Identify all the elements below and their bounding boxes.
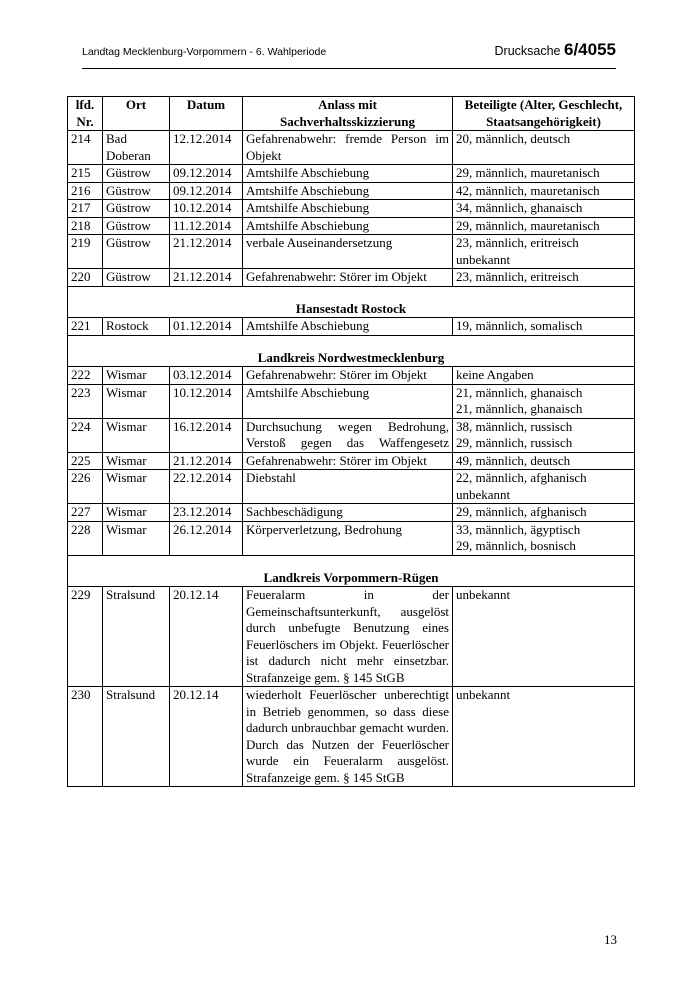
incident-table (67, 96, 635, 787)
cell-nr: 214 (68, 131, 103, 165)
cell-ort: Güstrow (103, 235, 170, 269)
beteiligte-line: 29, männlich, bosnisch (456, 538, 576, 553)
document-number-value: 6/4055 (564, 40, 616, 59)
table-row (68, 504, 635, 522)
cell-nr: 219 (68, 235, 103, 269)
table-row (68, 235, 635, 269)
cell-datum: 21.12.2014 (170, 452, 243, 470)
cell-anlass: verbale Auseinandersetzung (243, 235, 453, 269)
cell-anlass: Diebstahl (243, 470, 453, 504)
beteiligte-line: 21, männlich, ghanaisch (456, 401, 583, 416)
cell-anlass: Sachbeschädigung (243, 504, 453, 522)
table-header-row (68, 97, 635, 131)
cell-datum: 09.12.2014 (170, 165, 243, 183)
cell-anlass: Gefahrenabwehr: Störer im Objekt (243, 367, 453, 385)
cell-ort: Stralsund (103, 687, 170, 787)
section-title: Hansestadt Rostock (68, 286, 635, 318)
section-title: Landkreis Nordwestmecklenburg (68, 335, 635, 367)
page-number: 13 (604, 932, 617, 947)
beteiligte-line: 22, männlich, afghanisch (456, 470, 587, 485)
beteiligte-line: 23, männlich, eritreisch (456, 235, 579, 250)
cell-anlass: Durchsuchung wegen Bedrohung, Verstoß gegen das Waffengesetz (243, 418, 453, 452)
cell-anlass: Körperverletzung, Bedrohung (243, 521, 453, 555)
cell-beteiligte: 20, männlich, deutsch (453, 131, 635, 165)
cell-beteiligte (453, 418, 635, 452)
cell-ort: Güstrow (103, 165, 170, 183)
cell-beteiligte: keine Angaben (453, 367, 635, 385)
cell-beteiligte: unbekannt (453, 587, 635, 687)
table-row (68, 521, 635, 555)
cell-nr: 218 (68, 217, 103, 235)
cell-ort: Güstrow (103, 182, 170, 200)
cell-nr: 230 (68, 687, 103, 787)
cell-ort: Wismar (103, 521, 170, 555)
cell-nr: 221 (68, 318, 103, 336)
cell-ort: Güstrow (103, 269, 170, 287)
cell-ort: Wismar (103, 418, 170, 452)
cell-anlass: Amtshilfe Abschiebung (243, 200, 453, 218)
table-row (68, 470, 635, 504)
header-ort: Ort (103, 97, 170, 131)
cell-anlass: Gefahrenabwehr: Störer im Objekt (243, 269, 453, 287)
cell-nr: 225 (68, 452, 103, 470)
table-row (68, 269, 635, 287)
table-body (68, 131, 635, 787)
cell-ort: Bad Doberan (103, 131, 170, 165)
table-row (68, 687, 635, 787)
cell-ort: Wismar (103, 452, 170, 470)
cell-datum: 10.12.2014 (170, 384, 243, 418)
cell-datum: 26.12.2014 (170, 521, 243, 555)
cell-beteiligte: 49, männlich, deutsch (453, 452, 635, 470)
cell-datum: 21.12.2014 (170, 269, 243, 287)
cell-datum: 21.12.2014 (170, 235, 243, 269)
cell-datum: 16.12.2014 (170, 418, 243, 452)
cell-datum: 22.12.2014 (170, 470, 243, 504)
cell-anlass: Amtshilfe Abschiebung (243, 165, 453, 183)
cell-datum: 23.12.2014 (170, 504, 243, 522)
cell-datum: 10.12.2014 (170, 200, 243, 218)
table-row (68, 200, 635, 218)
cell-nr: 223 (68, 384, 103, 418)
cell-datum: 12.12.2014 (170, 131, 243, 165)
cell-nr: 227 (68, 504, 103, 522)
cell-datum: 01.12.2014 (170, 318, 243, 336)
cell-ort: Wismar (103, 504, 170, 522)
table-row (68, 182, 635, 200)
cell-nr: 217 (68, 200, 103, 218)
table-row (68, 384, 635, 418)
cell-anlass: Gefahrenabwehr: fremde Person im Objekt (243, 131, 453, 165)
section-header-row (68, 286, 635, 318)
table-row (68, 318, 635, 336)
beteiligte-line: 38, männlich, russisch (456, 418, 573, 434)
table-row (68, 452, 635, 470)
cell-beteiligte: 29, männlich, mauretanisch (453, 165, 635, 183)
cell-nr: 228 (68, 521, 103, 555)
cell-beteiligte: 19, männlich, somalisch (453, 318, 635, 336)
cell-beteiligte (453, 384, 635, 418)
beteiligte-line: 33, männlich, ägyptisch (456, 521, 581, 537)
cell-ort: Wismar (103, 470, 170, 504)
cell-anlass: Amtshilfe Abschiebung (243, 384, 453, 418)
cell-ort: Güstrow (103, 200, 170, 218)
cell-beteiligte: unbekannt (453, 687, 635, 787)
cell-ort: Wismar (103, 384, 170, 418)
cell-beteiligte (453, 521, 635, 555)
table-row (68, 418, 635, 452)
section-header-row (68, 555, 635, 587)
table-row (68, 217, 635, 235)
cell-anlass: Gefahrenabwehr: Störer im Objekt (243, 452, 453, 470)
cell-nr: 229 (68, 587, 103, 687)
cell-nr: 226 (68, 470, 103, 504)
table-row (68, 367, 635, 385)
header-nr: lfd. Nr. (68, 97, 103, 131)
cell-datum: 09.12.2014 (170, 182, 243, 200)
document-number-label: Drucksache (494, 44, 561, 58)
cell-anlass: Amtshilfe Abschiebung (243, 318, 453, 336)
cell-nr: 224 (68, 418, 103, 452)
document-header-title: Landtag Mecklenburg-Vorpommern - 6. Wahlperiode (82, 46, 327, 58)
cell-nr: 222 (68, 367, 103, 385)
cell-anlass: wiederholt Feuerlöscher unberechtigt in Betrieb genommen, so dass diese dadurch unbrauchbar gemacht wurden. Durch das Nutzen der Feuerlöscher wurde ein Feueralarm ausgelöst. Strafanzeige gem. § 145 StGB (243, 687, 453, 787)
cell-beteiligte: 34, männlich, ghanaisch (453, 200, 635, 218)
section-header-row (68, 335, 635, 367)
cell-beteiligte: 42, männlich, mauretanisch (453, 182, 635, 200)
cell-ort: Rostock (103, 318, 170, 336)
cell-ort: Wismar (103, 367, 170, 385)
table-row (68, 165, 635, 183)
beteiligte-line: 29, männlich, russisch (456, 435, 573, 450)
cell-anlass: Amtshilfe Abschiebung (243, 217, 453, 235)
table-row (68, 131, 635, 165)
header-divider (82, 68, 616, 69)
cell-datum: 20.12.14 (170, 687, 243, 787)
cell-nr: 220 (68, 269, 103, 287)
cell-anlass: Feueralarm in der Gemeinschaftsunterkunft, ausgelöst durch unbefugte Benutzung eines Feuerlöschers im Objekt. Feuerlöscher ist dadurch nicht mehr einsetzbar. Strafanzeige gem. § 145 StGB (243, 587, 453, 687)
table-row (68, 587, 635, 687)
beteiligte-line: 21, männlich, ghanaisch (456, 384, 583, 400)
header-anlass: Anlass mit Sachverhaltsskizzierung (243, 97, 453, 131)
beteiligte-line: unbekannt (456, 251, 511, 267)
cell-nr: 216 (68, 182, 103, 200)
cell-beteiligte: 23, männlich, eritreisch (453, 269, 635, 287)
beteiligte-line: unbekannt (456, 486, 511, 502)
section-title: Landkreis Vorpommern-Rügen (68, 555, 635, 587)
cell-datum: 03.12.2014 (170, 367, 243, 385)
cell-beteiligte (453, 470, 635, 504)
cell-datum: 20.12.14 (170, 587, 243, 687)
cell-ort: Güstrow (103, 217, 170, 235)
cell-ort: Stralsund (103, 587, 170, 687)
cell-beteiligte: 29, männlich, afghanisch (453, 504, 635, 522)
header-beteiligte: Beteiligte (Alter, Geschlecht, Staatsangehörigkeit) (453, 97, 635, 131)
cell-datum: 11.12.2014 (170, 217, 243, 235)
document-number (495, 40, 616, 60)
cell-beteiligte (453, 235, 635, 269)
cell-nr: 215 (68, 165, 103, 183)
header-datum: Datum (170, 97, 243, 131)
cell-beteiligte: 29, männlich, mauretanisch (453, 217, 635, 235)
cell-anlass: Amtshilfe Abschiebung (243, 182, 453, 200)
